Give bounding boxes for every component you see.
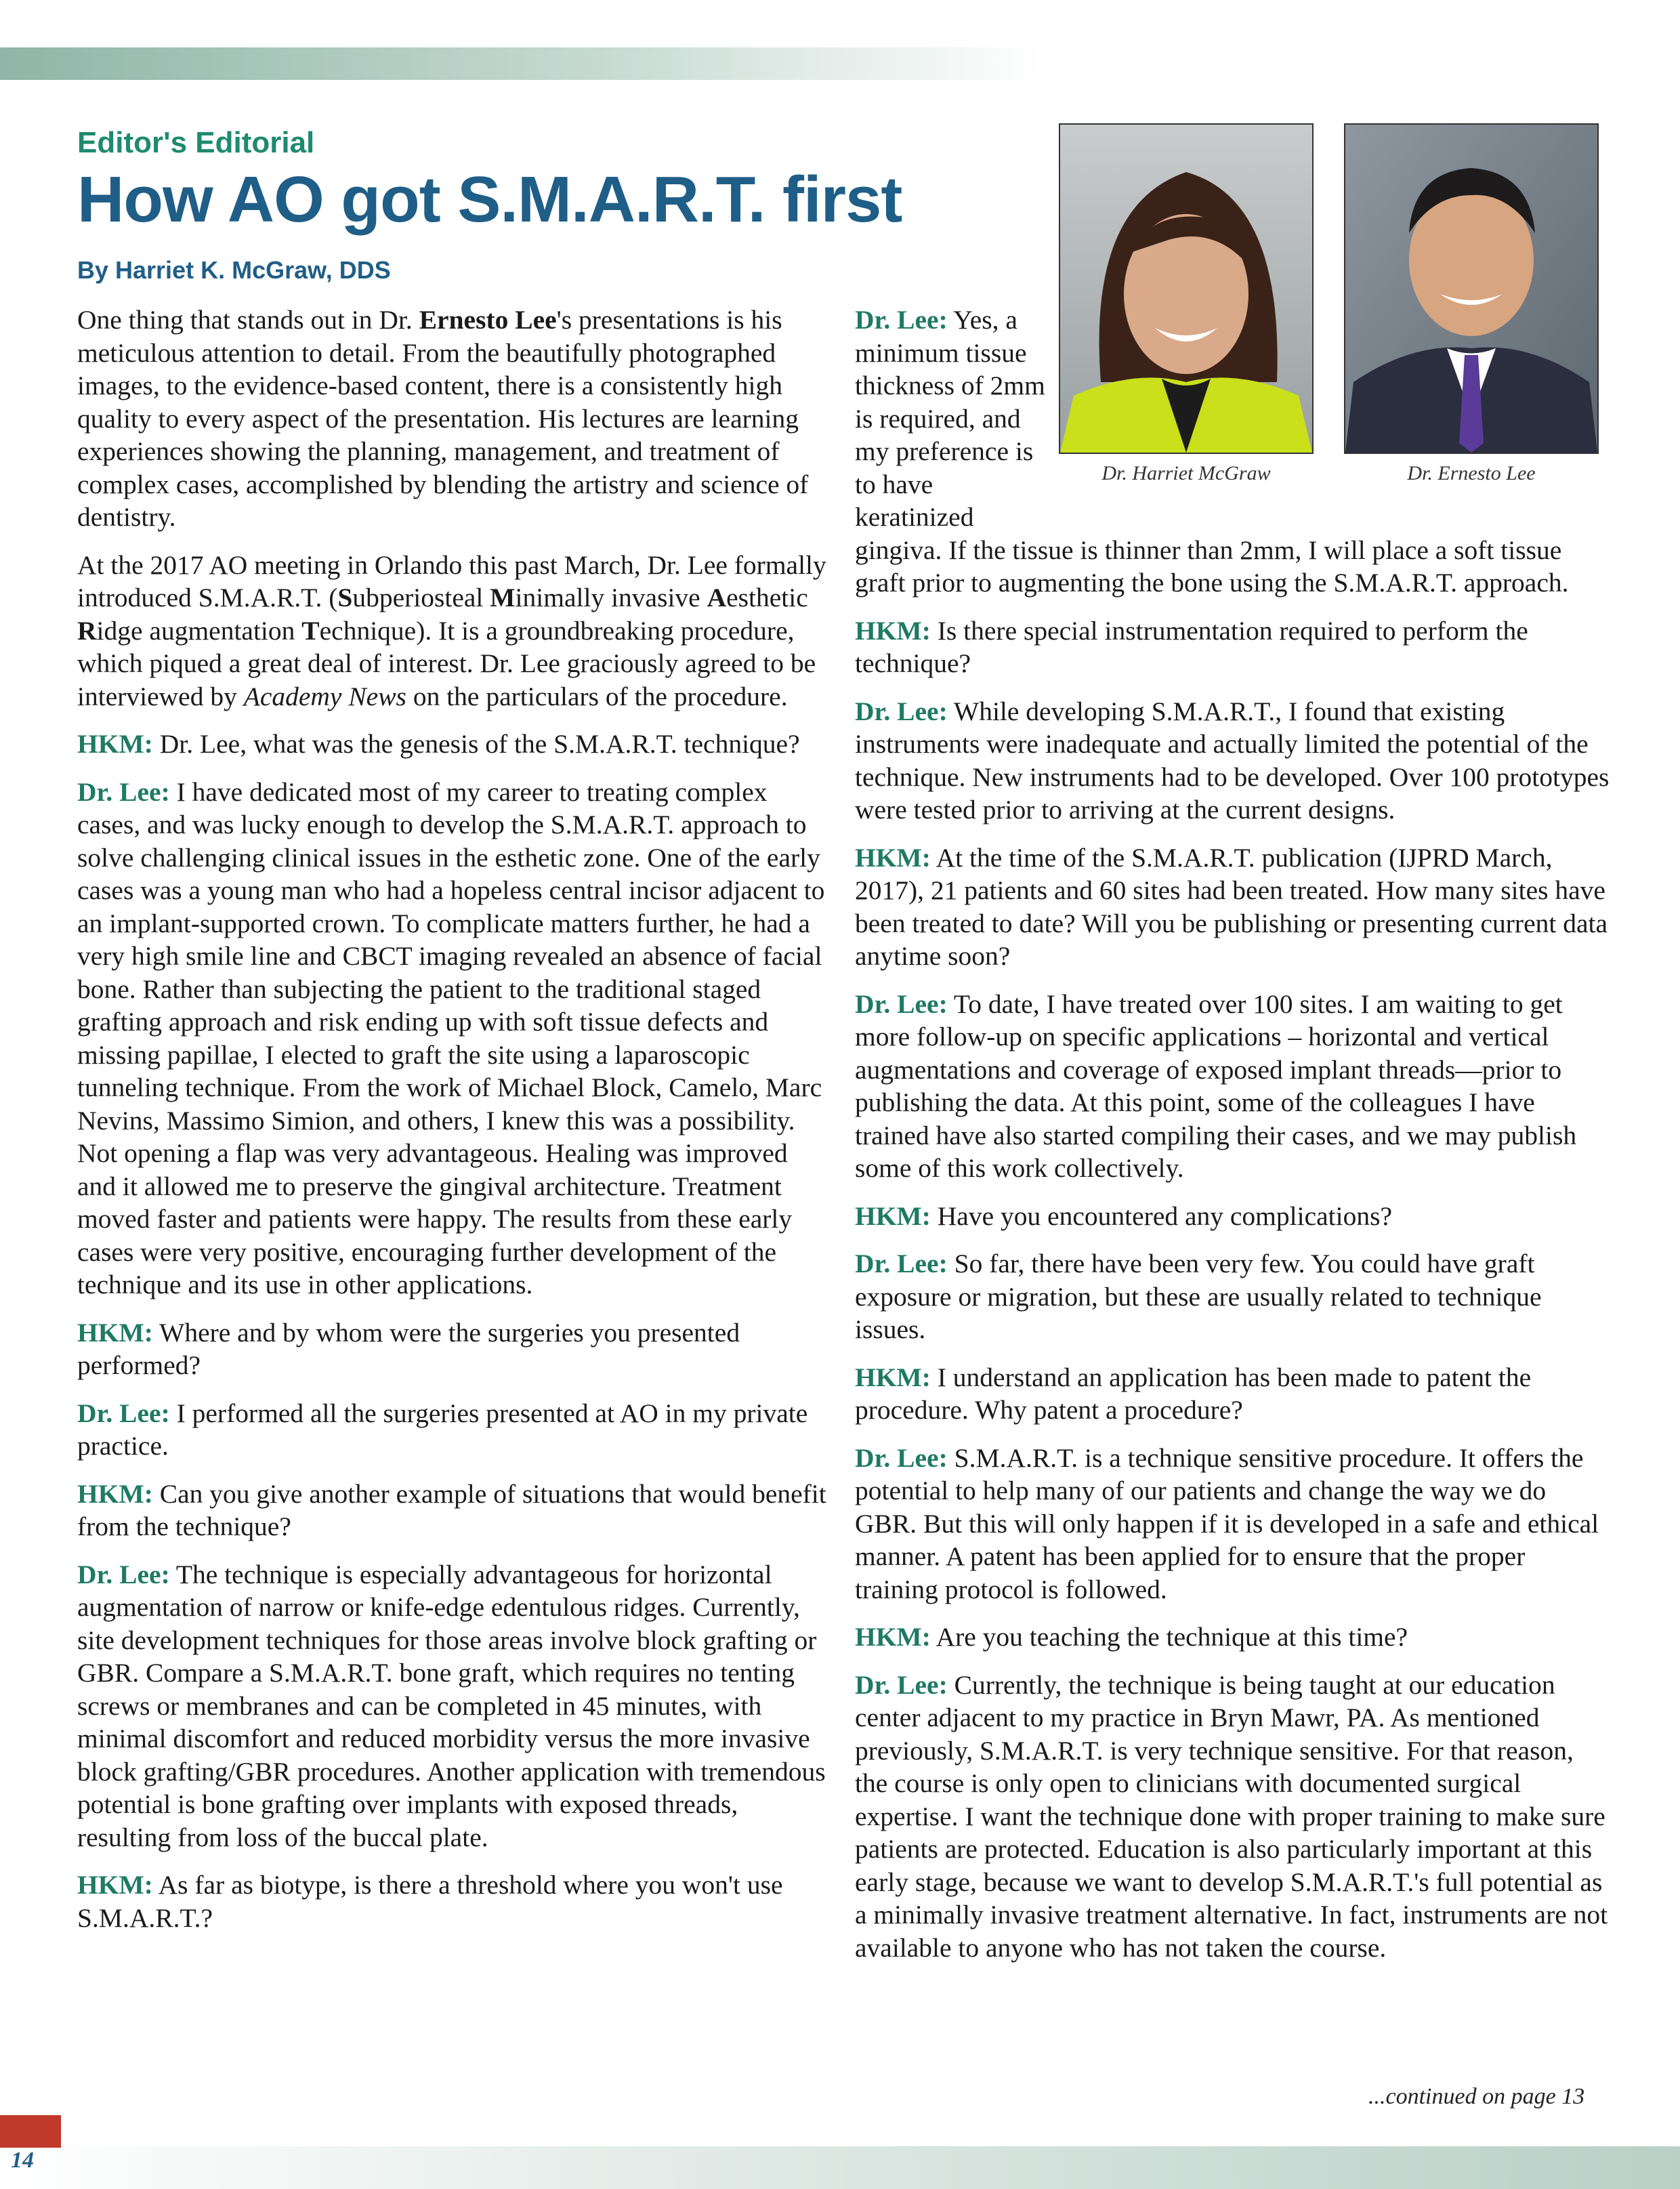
interview-question: HKM: Can you give another example of situations that would benefit from the technique? — [77, 1478, 826, 1541]
article-column-right — [855, 304, 1611, 1979]
interview-answer: Dr. Lee: I performed all the surgeries presented at AO in my private practice. — [77, 1398, 808, 1461]
speaker-lee: Dr. Lee: — [77, 1559, 170, 1589]
page-number-tab — [0, 2115, 61, 2148]
interview-answer: Dr. Lee: S.M.A.R.T. is a technique sensitive procedure. It offers the potential to help many of our patients and change the way we do GBR. But this will only happen if it is developed in a safe and ethical manner. A patent has been applied for to ensure that the proper training protocol is followed. — [855, 1442, 1599, 1604]
interview-answer: Dr. Lee: Currently, the technique is being taught at our education center adjacent to my practice in Bryn Mawr, PA. As mentioned previously, S.M.A.R.T. is very technique sensitive. For that reason, the course is only open to clinicians with documented surgical expertise. I want the technique done with proper training to make sure patients are protected. Education is also particularly important at this early stage, because we want to develop S.M.A.R.T.'s full potential as a minimally invasive treatment alternative. In fact, instruments are not available to anyone who has not taken the course. — [855, 1669, 1608, 1963]
interview-answer: Dr. Lee: Yes, a minimum tissue thickness of 2mm is required, and my preference is to have keratinized gingiva. If the tissue is thinner than 2mm, I will place a soft tissue graft prior to augmenting the bone using the S.M.A.R.T. approach. — [855, 305, 1569, 598]
journal-name: Academy News — [243, 681, 406, 711]
speaker-lee: Dr. Lee: — [855, 1442, 948, 1473]
speaker-hkm: HKM: — [855, 615, 931, 646]
interviewee-name: Ernesto Lee — [419, 305, 557, 335]
intro-paragraph: At the 2017 AO meeting in Orlando this past March, Dr. Lee formally introduced S.M.A.R.T. (Subperiosteal Minimally invasive Aesthetic Ridge augmentation Technique). It is a groundbreaking procedure, which piqued a great deal of interest. Dr. Lee graciously agreed to be interviewed by Academy News on the particulars of the procedure. — [77, 549, 826, 711]
photo-wrap-area — [1058, 304, 1611, 512]
page-number: 14 — [11, 2148, 34, 2173]
speaker-hkm: HKM: — [855, 1201, 931, 1231]
speaker-lee: Dr. Lee: — [855, 696, 948, 726]
article-column-left — [77, 304, 831, 1949]
interview-question: HKM: Is there special instrumentation required to perform the technique? — [855, 615, 1528, 678]
article-title: How AO got S.M.A.R.T. first — [77, 163, 902, 236]
section-kicker: Editor's Editorial — [77, 126, 315, 159]
speaker-hkm: HKM: — [855, 1362, 931, 1392]
continued-note: ...continued on page 13 — [1368, 2084, 1585, 2109]
interview-question: HKM: As far as biotype, is there a threshold where you won't use S.M.A.R.T.? — [77, 1870, 783, 1933]
photo-caption: Dr. Harriet McGraw — [1101, 462, 1271, 484]
top-color-band — [0, 47, 1680, 80]
interview-answer: Dr. Lee: So far, there have been very few. You could have graft exposure or migration, but these are usually related to technique issues. — [855, 1249, 1542, 1344]
speaker-lee: Dr. Lee: — [855, 1669, 948, 1700]
speaker-hkm: HKM: — [855, 842, 931, 873]
interview-answer: Dr. Lee: The technique is especially advantageous for horizontal augmentation of narrow or knife-edge edentulous ridges. Currently, site development techniques for those areas involve block grafting or GBR. Compare a S.M.A.R.T. bone graft, which requires no tenting screws or membranes and can be completed in 45 minutes, with minimal discomfort and reduced morbidity versus the more invasive block grafting/GBR procedures. Another application with tremendous potential is bone grafting over implants with exposed threads, resulting from loss of the buccal plate. — [77, 1559, 826, 1852]
interview-question: HKM: Where and by whom were the surgeries you presented performed? — [77, 1317, 740, 1380]
speaker-lee: Dr. Lee: — [855, 305, 948, 335]
photo-caption: Dr. Ernesto Lee — [1407, 462, 1536, 484]
interview-question: HKM: Have you encountered any complications? — [855, 1201, 1393, 1231]
speaker-hkm: HKM: — [77, 1317, 153, 1348]
speaker-lee: Dr. Lee: — [855, 988, 948, 1019]
speaker-hkm: HKM: — [77, 729, 153, 759]
byline: By Harriet K. McGraw, DDS — [77, 256, 391, 284]
interview-answer: Dr. Lee: I have dedicated most of my career to treating complex cases, and was lucky enough to develop the S.M.A.R.T. approach to solve challenging clinical issues in the esthetic zone. One of the early cases was a young man who had a hopeless central incisor adjacent to an implant-supported crown. To complicate matters further, he had a very high smile line and CBCT imaging revealed an absence of facial bone. Rather than subjecting the patient to the traditional staged grafting approach and risk ending up with soft tissue defects and missing papillae, I elected to graft the site using a laparoscopic tunneling technique. From the work of Michael Block, Camelo, Marc Nevins, Massimo Simion, and others, I knew this was a possibility. Not opening a flap was very advantageous. Healing was improved and it allowed me to preserve the gingival architecture. Treatment moved faster and patients were happy. The results from these early cases were very positive, encouraging further development of the technique and its use in other applications. — [77, 776, 825, 1299]
bottom-color-band — [0, 2146, 1680, 2189]
speaker-lee: Dr. Lee: — [77, 776, 170, 807]
interview-question: HKM: At the time of the S.M.A.R.T. publication (IJPRD March, 2017), 21 patients and 60 sites had been treated. How many sites have been treated to date? Will you be publishing or presenting current data anytime soon? — [855, 842, 1608, 971]
interview-answer: Dr. Lee: While developing S.M.A.R.T., I found that existing instruments were inadequate and actually limited the potential of the technique. New instruments had to be developed. Over 100 prototypes were tested prior to arriving at the current designs. — [855, 696, 1610, 825]
interview-answer: Dr. Lee: To date, I have treated over 100 sites. I am waiting to get more follow-up on specific applications – horizontal and vertical augmentations and coverage of exposed implant threads—prior to publishing the data. At this point, some of the colleagues I have trained have also started compiling their cases, and we may publish some of this work collectively. — [855, 988, 1577, 1183]
speaker-lee: Dr. Lee: — [77, 1398, 170, 1428]
intro-paragraph: One thing that stands out in Dr. Ernesto Lee's presentations is his meticulous attention to detail. From the beautifully photographed images, to the evidence-based content, there is a consistently high quality to every aspect of the presentation. His lectures are learning experiences showing the planning, management, and treatment of complex cases, accomplished by blending the artistry and science of dentistry. — [77, 305, 809, 532]
speaker-hkm: HKM: — [77, 1478, 153, 1509]
speaker-hkm: HKM: — [77, 1870, 153, 1900]
interview-question: HKM: Are you teaching the technique at this time? — [855, 1622, 1408, 1652]
interview-question: HKM: Dr. Lee, what was the genesis of the S.M.A.R.T. technique? — [77, 729, 800, 759]
interview-question: HKM: I understand an application has been made to patent the procedure. Why patent a procedure? — [855, 1362, 1532, 1425]
speaker-lee: Dr. Lee: — [855, 1249, 948, 1278]
speaker-hkm: HKM: — [855, 1622, 931, 1652]
